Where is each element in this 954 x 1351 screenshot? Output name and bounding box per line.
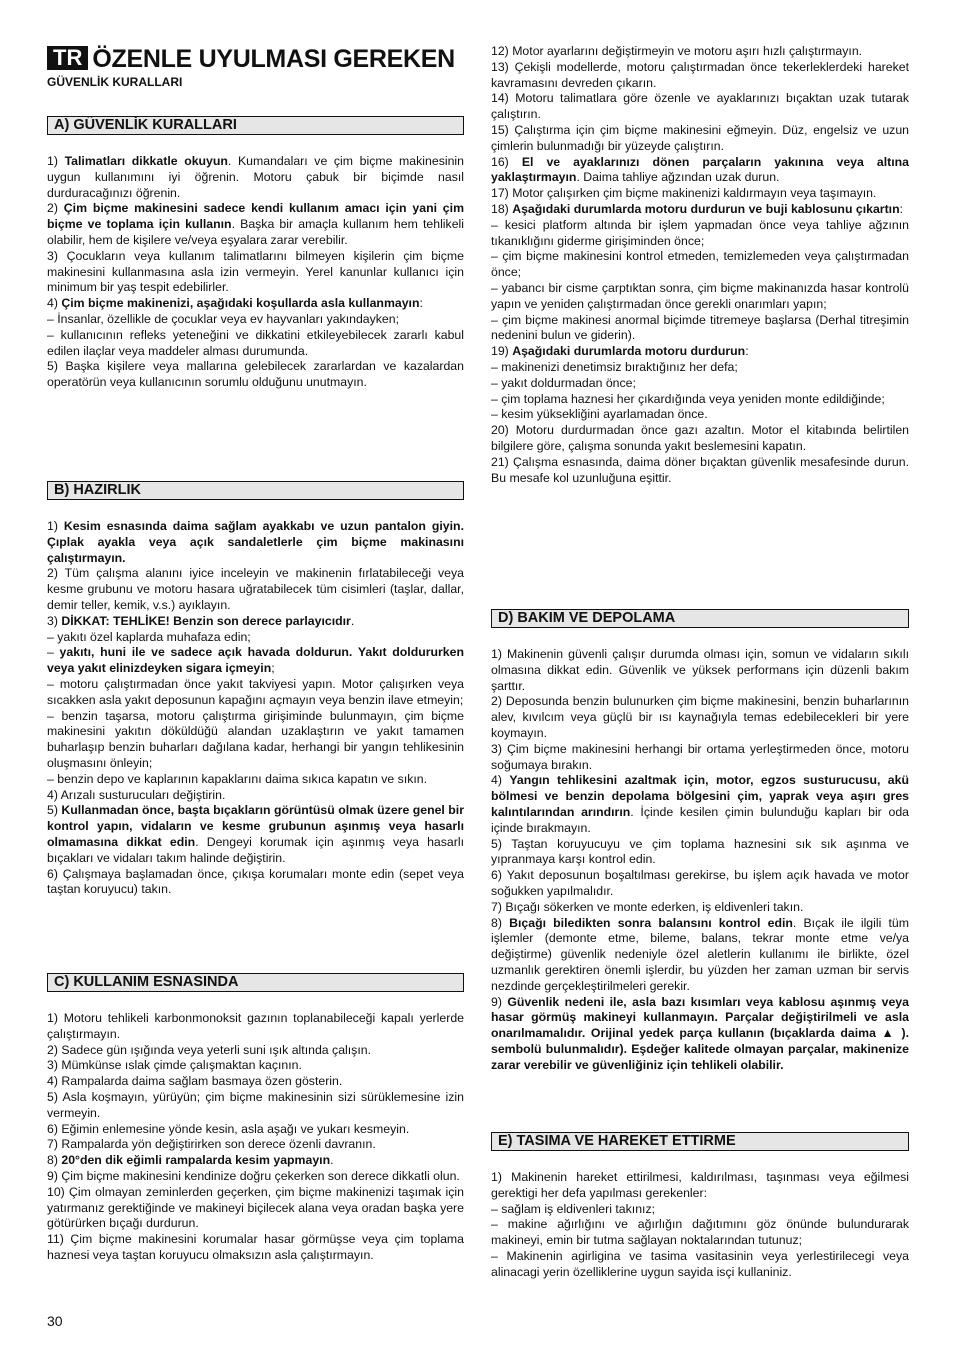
paragraph: 8) 20°den dik eğimli rampalarda kesim yapmayın. [47,1153,334,1168]
paragraph: 14) Motoru talimatlara göre özenle ve ayaklarınızı bıçaktan uzak tutarak çalıştırın. [491,91,909,122]
paragraph: – kesici platform altında bir işlem yapmadan önce veya tahliye ağzının tıkanıklığını giderme girişiminden önce; [491,217,909,248]
paragraph: 19) Aşağıdaki durumlarda motoru durdurun: [491,344,749,359]
paragraph: – yakıtı özel kaplarda muhafaza edin; [47,629,251,644]
paragraph: 5) Kullanmadan önce, başta bıçakların görüntüsü olmak üzere genel bir kontrol yapın, vidaların ve kesme grubunun aşınmış veya hasarlı olmamasına dikkat edin. Dengeyi korumak için aşınmış veya hasarlı bıçakları ve vidaları takım halinde değiştirin. [47,803,464,865]
paragraph: 7) Bıçağı sökerken ve monte ederken, iş eldivenleri takın. [491,899,804,914]
paragraph: 13) Çekişli modellerde, motoru çalıştırmadan önce tekerleklerdeki hareket kavramasını devreden çıkarın. [491,59,909,90]
paragraph: – çim biçme makinesi anormal biçimde titremeye başlarsa (Derhal titreşimin nedenini bulun ve giderin). [491,312,909,343]
paragraph: 3) Mümkünse ıslak çimde çalışmaktan kaçının. [47,1058,302,1073]
section-a-title: A) GÜVENLİK KURALLARI [47,116,464,135]
paragraph: – çim toplama haznesi her çıkardığında veya yeniden monte edildiğinde; [491,391,885,406]
paragraph: 8) Bıçağı biledikten sonra balansını kontrol edin. Bıçak ile ilgili tüm işlemler (demonte etme, bileme, balans, tekrar monte etme ve/ya değiştirme) güvenlik nedeniyle özel aletlerin kullanımı ile birlikte, özel uzmanlık gerektiren önemli işlerdir, bu yüzden her zaman uzman bir servis nezdinde gerçekleştirilmeleri gerekir. [491,915,909,993]
paragraph: – yabancı bir cisme çarptıktan sonra, çim biçme makinanızda hasar kontrolü yapın ve yeniden çalıştırmadan önce gerekli onarımları yapın; [491,280,909,311]
paragraph: 5) Asla koşmayın, yürüyün; çim biçme makinesinin sizi sürüklemesine izin vermeyin. [47,1089,464,1120]
paragraph: 4) Rampalarda daima sağlam basmaya özen gösterin. [47,1074,343,1089]
section-d-body [491,647,909,1074]
paragraph: 5) Taştan koruyucuyu ve çim toplama haznesini sık sık aşınma ve yıpranmaya karşı kontrol edin. [491,836,909,867]
paragraph: 4) Yangın tehlikesini azaltmak için, motor, egzos susturucusu, akü bölmesi ve benzin depolama bölgesini çim, yaprak veya aşırı gres kalıntılarından arındırın. İçinde kesilen çimin bulunduğu kapları bir oda içinde bırakmayın. [491,773,909,835]
section-b-body [47,519,464,898]
paragraph: – kesim yüksekliğini ayarlamadan önce. [491,407,708,422]
page-number: 30 [47,1313,63,1329]
paragraph: 3) DİKKAT: TEHLİKE! Benzin son derece parlayıcıdır. [47,613,355,628]
paragraph: 9) Güvenlik nedeni ile, asla bazı kısımları veya kablosu aşınmış veya hasar görmüş makineyi kullanmayın. Parçalar değiştirilmeli ve asla onarılmamalıdır. Orijinal yedek parça kullanın (bıçaklarda daima ▲ ). sembolü bulunmalıdır). Eşdeğer kalitede olmayan parçalar, makinenize zarar verebilir ve güvenliğiniz için tehlikeli olabilir. [491,994,909,1072]
paragraph: 6) Eğimin enlemesine yönde kesin, asla aşağı ve yukarı kesmeyin. [47,1121,410,1136]
paragraph: – yakıt doldurmadan önce; [491,375,636,390]
section-e-title: E) TASIMA VE HAREKET ETTIRME [491,1132,909,1151]
page-header [47,46,464,89]
paragraph: 2) Deposunda benzin bulunurken çim biçme makinesini, benzin buharlarının alev, kıvılcım veya güçlü bir ısı kaynağıyla temas edebilecekleri bir yere koymayın. [491,694,909,740]
paragraph: 1) Makinenin hareket ettirilmesi, kaldırılması, taşınması veya eğilmesi gerektigi her defa yapılması gerekenler: [491,1170,909,1200]
paragraph: – makine ağırlığını ve ağırlığın dağıtımını göz önünde bulundurarak makineyi, emin bir tutma sağlayan noktalarından tutunuz; [491,1217,909,1248]
paragraph: 3) Çocukların veya kullanım talimatlarını bilmeyen kişilerin çim biçme makinesini kullanmasına asla izin vermeyin. Yerel kanunlar kullanıcı için minimum bir yaş tespit edebilirler. [47,248,464,295]
section-c-body-part2 [491,44,909,486]
paragraph: 2) Sadece gün ışığında veya yeterli suni ışık altında çalışın. [47,1042,372,1057]
paragraph: 15) Çalıştırma için çim biçme makinesini eğmeyin. Düz, engelsiz ve uzun çimlerin bulunmadığı bir yüzeyde çalıştırın. [491,122,909,153]
language-badge: TR [47,46,88,70]
paragraph: 11) Çim biçme makinesini korumalar hasar görmüşse veya çim toplama haznesi veya taştan koruyucu olmaksızın asla çalıştırmayın. [47,1232,464,1262]
paragraph: – yakıtı, huni ile ve sadece açık havada doldurun. Yakıt doldururken veya yakıt elinizdeyken sigara içmeyin; [47,645,464,676]
paragraph: – sağlam iş eldivenleri takınız; [491,1201,656,1216]
paragraph: – kullanıcının refleks yeteneğini ve dikkatini etkileyebilecek zararlı kabul edilen ilaçlar veya maddeler alması durumunda. [47,327,464,358]
paragraph: 7) Rampalarda yön değiştirirken son derece özenli davranın. [47,1137,376,1152]
paragraph: – Makinenin agirligina ve tasima vasitasinin veya yerlestirilecegi veya alinacagi yerin özelliklerine uygun sayida isçi kullaniniz. [491,1248,909,1279]
paragraph: 4) Çim biçme makinenizi, aşağıdaki koşullarda asla kullanmayın: [47,296,423,311]
paragraph: – İnsanlar, özellikle de çocuklar veya ev hayvanları yakındayken; [47,311,400,326]
paragraph: – benzin depo ve kaplarının kapaklarını daima sıkıca kapatın ve sıkın. [47,771,428,786]
paragraph: 2) Tüm çalışma alanını iyice inceleyin ve makinenin fırlatabileceği veya kesme grubunu ve motoru hasara uğratabilecek tüm cisimleri (taşlar, dallar, demir teller, kemik, v.s.) ayıklayın. [47,566,464,612]
paragraph: – motoru çalıştırmadan önce yakıt takviyesi yapın. Motor çalışırken veya sıcakken asla yakıt deposunun kapağını açmayın veya benzin ilave etmeyin; [47,676,464,707]
section-e-body [491,1170,909,1281]
paragraph: 6) Yakıt deposunun boşaltılması gerekirse, bu işlem açık havada ve motor soğukken yapılmalıdır. [491,868,909,898]
section-c-title: C) KULLANIM ESNASINDA [47,973,464,992]
paragraph: 2) Çim biçme makinesini sadece kendi kullanım amacı için yani çim biçme ve toplama için kullanın. Başka bir amaçla kullanım hem tehlikeli olabilir, hem de kişilere ve/veya eşyalara zarar verebilir. [47,201,464,247]
paragraph: – çim biçme makinesini kontrol etmeden, temizlemeden veya çalıştırmadan önce; [491,249,909,280]
page-subtitle: GÜVENLİK KURALLARI [47,75,183,89]
paragraph: – benzin taşarsa, motoru çalıştırma girişiminde bulunmayın, çim biçme makinesini yakıtın döküldüğü alandan uzaklaştırın ve yakıt tamamen buharlaşıp benzin buharları dağılana kadar, herhangi bir yangın tehlikesinin oluşmasını önleyin; [47,708,464,770]
paragraph: 18) Aşağıdaki durumlarda motoru durdurun ve buji kablosunu çıkartın: [491,201,904,216]
paragraph: 17) Motor çalışırken çim biçme makinenizi kaldırmayın veya taşımayın. [491,186,877,201]
paragraph: 1) Makinenin güvenli çalışır durumda olması için, somun ve vidaların sıkılı olmasına dikkat edin. Güvenlik ve yüksek performans için düzenli bakım şarttır. [491,647,909,693]
paragraph: 9) Çim biçme makinesini kendinize doğru çekerken son derece dikkatli olun. [47,1168,460,1183]
paragraph: 4) Arızalı susturucuları değiştirin. [47,787,226,802]
paragraph: 10) Çim olmayan zeminlerden geçerken, çim biçme makinenizi taşımak için yatırmanız gerektiğinde ve makineyi biçilecek alana veya oradan başka yere götürürken bıçağı durdurun. [47,1184,464,1231]
paragraph: 12) Motor ayarlarını değiştirmeyin ve motoru aşırı hızlı çalıştırmayın. [491,44,863,58]
paragraph: 16) El ve ayaklarınızı dönen parçaların yakınına veya altına yaklaştırmayın. Daima tahliye ağzından uzak durun. [491,154,909,185]
paragraph: 21) Çalışma esnasında, daima döner bıçaktan güvenlik mesafesinde durun. Bu mesafe kol uzunluğuna eşittir. [491,454,909,485]
paragraph: 1) Motoru tehlikeli karbonmonoksit gazının toplanabileceği kapalı yerlerde çalıştırmayın. [47,1011,464,1041]
paragraph: 20) Motoru durdurmadan önce gazı azaltın. Motor el kitabında belirtilen bilgilere göre, çalışma sonunda yakıt beslemesini kapatın. [491,423,909,453]
paragraph: 6) Çalışmaya başlamadan önce, çıkışa korumaları monte edin (sepet veya taştan koruyucu) takın. [47,866,464,897]
section-a-body [47,154,464,391]
section-d-title: D) BAKIM VE DEPOLAMA [491,609,909,628]
paragraph: 1) Kesim esnasında daima sağlam ayakkabı ve uzun pantalon giyin. Çıplak ayakla veya açık sandaletlerle çim biçme makinasını çalıştırmayın. [47,519,464,565]
section-b-title: B) HAZIRLIK [47,481,464,500]
paragraph: 5) Başka kişilere veya mallarına gelebilecek zararlardan ve kazalardan operatörün veya kullanıcının sorumlu olduğunu unutmayın. [47,359,464,390]
section-c-body-part1 [47,1011,464,1264]
page-title: ÖZENLE UYULMASI GEREKEN [92,45,455,73]
paragraph: – makinenizi denetimsiz bıraktığınız her defa; [491,359,738,374]
paragraph: 1) Talimatları dikkatle okuyun. Kumandaları ve çim biçme makinesinin uygun kullanımını iyi öğrenin. Motoru çabuk bir biçimde nasıl durduracağınızı öğrenin. [47,154,464,200]
paragraph: 3) Çim biçme makinesini herhangi bir ortama yerleştirmeden önce, motoru soğumaya bırakın. [491,741,909,772]
